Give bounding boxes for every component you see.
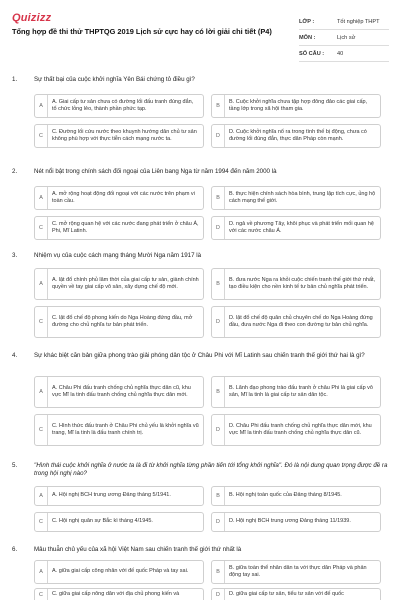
option-text: B. Lãnh đạo phong trào đấu tranh ở châu Phi là giai cấp vô sản, Mĩ la tinh là giai cấp tư sản dân tộc.	[229, 384, 373, 398]
option-text: B. giữa toàn thể nhân dân ta với thực dân Pháp và phản động tay sai.	[229, 564, 367, 578]
option-text: C. Hình thức đấu tranh ở Châu Phi chủ yếu là khởi nghĩa vũ trang, Mĩ la tinh là đấu tranh chính trị.	[52, 422, 199, 436]
answer-option-d[interactable]	[211, 414, 381, 446]
option-letter: C	[35, 217, 48, 239]
question-5	[12, 462, 388, 525]
option-letter: A	[35, 269, 48, 299]
option-text: C. giữa giai cấp nông dân với địa chủ phong kiến và	[52, 590, 180, 597]
answer-option-d[interactable]	[211, 216, 381, 240]
answer-option-c[interactable]	[34, 306, 204, 338]
option-text: A. Hội nghị BCH trung ương Đảng tháng 5/1941.	[52, 492, 171, 499]
option-letter: A	[35, 487, 48, 505]
option-letter: D	[212, 125, 225, 147]
info-row-count	[299, 46, 389, 62]
option-letter: D	[212, 589, 225, 600]
answer-option-c[interactable]	[34, 588, 204, 600]
option-text: C. Đường lối cứu nước theo khuynh hướng dân chủ tư sản không phù hợp với thực tiễn cách mạng nước ta.	[52, 128, 197, 142]
option-letter: D	[212, 307, 225, 337]
option-text: A. mở rộng hoạt động đối ngoại với các nước trên phạm vi toàn cầu.	[52, 190, 195, 204]
question-number: 2.	[12, 168, 18, 175]
info-value: Tốt nghiệp THPT	[337, 18, 380, 25]
answer-option-c[interactable]	[34, 216, 204, 240]
answer-option-b[interactable]	[211, 268, 381, 300]
option-letter: A	[35, 95, 48, 117]
answer-option-c[interactable]	[34, 414, 204, 446]
question-4	[12, 352, 388, 436]
question-text: "Hình thái cuộc khởi nghĩa ở nước ta là đi từ khởi nghĩa từng phần tiến tới tổng khởi nghĩa". Đó là nội dung quan trọng được đề ra trong hội nghị nào?	[34, 462, 388, 478]
option-text: A. giữa giai cấp công nhân với đế quốc Pháp và tay sai.	[52, 568, 189, 575]
option-letter: C	[35, 589, 48, 600]
question-number: 4.	[12, 352, 18, 359]
question-6	[12, 546, 388, 598]
question-text: Nhiệm vụ của cuộc cách mạng tháng Mười Nga năm 1917 là	[34, 252, 202, 259]
question-text: Sự thất bại của cuộc khởi nghĩa Yên Bái chứng tỏ điều gì?	[34, 76, 195, 83]
option-text: A. Châu Phi đấu tranh chống chủ nghĩa thực dân cũ, khu vực Mĩ la tinh đấu tranh chống chủ nghĩa thực dân mới.	[52, 384, 191, 398]
option-text: D. ngả về phương Tây, khôi phục và phát triển mối quan hệ với các nước châu Á.	[229, 220, 374, 234]
option-letter: B	[212, 487, 225, 505]
answer-option-d[interactable]	[211, 124, 381, 148]
option-text: D. giữa giai cấp tư sản, tiểu tư sản với đế quốc	[229, 590, 344, 597]
option-text: C. mở rộng quan hệ với các nước đang phát triển ở châu Á, Phi, Mĩ Latinh.	[52, 220, 199, 234]
option-letter: C	[35, 513, 48, 531]
option-text: B. đưa nước Nga ra khỏi cuộc chiến tranh thế giới thứ nhất, tạo điều kiện cho nền kinh tế tư bản chủ nghĩa phát triển.	[229, 276, 376, 290]
option-text: D. Châu Phi đấu tranh chống chủ nghĩa thực dân mới, khu vực Mĩ la tinh đấu tranh chống chủ nghĩa thực dân cũ.	[229, 422, 372, 436]
option-text: B. thực hiện chính sách hòa bình, trung lập tích cực, ủng hộ cách mạng thế giới.	[229, 190, 376, 204]
option-letter: D	[212, 217, 225, 239]
answer-option-c[interactable]	[34, 512, 204, 532]
answer-option-b[interactable]	[211, 486, 381, 506]
info-value: Lịch sử	[337, 34, 356, 41]
option-text: A. lật đổ chính phủ lâm thời của giai cấp tư sản, giành chính quyền về tay giai cấp vô sản, xây dựng chế độ mới.	[52, 276, 199, 290]
quizizz-logo: Quizizz	[12, 12, 52, 24]
answer-option-d[interactable]	[211, 512, 381, 532]
answer-option-a[interactable]	[34, 560, 204, 584]
info-value: 40	[337, 50, 344, 57]
answer-option-b[interactable]	[211, 94, 381, 118]
question-number: 5.	[12, 462, 18, 469]
option-letter: A	[35, 561, 48, 583]
info-row-class	[299, 14, 389, 30]
question-text: Sự khác biệt căn bản giữa phong trào giải phóng dân tộc ở Châu Phi với Mĩ Latinh sau chiến tranh thế giới thứ hai là gì?	[34, 352, 365, 359]
option-letter: B	[212, 187, 225, 209]
option-letter: B	[212, 95, 225, 117]
answer-option-a[interactable]	[34, 186, 204, 210]
option-letter: C	[35, 307, 48, 337]
option-text: D. lật đổ chế độ quân chủ chuyên chế do Nga Hoàng đứng đầu, đưa nước Nga đi theo con đường tư bản chủ nghĩa.	[229, 314, 373, 328]
option-letter: A	[35, 377, 48, 407]
info-panel	[299, 14, 389, 62]
option-letter: A	[35, 187, 48, 209]
answer-option-c[interactable]	[34, 124, 204, 148]
question-text: Mâu thuẫn chủ yếu của xã hội Việt Nam sau chiến tranh thế giới thứ nhất là	[34, 546, 242, 553]
option-letter: C	[35, 415, 48, 445]
info-row-subject	[299, 30, 389, 46]
info-label: LỚP :	[299, 18, 315, 25]
option-text: B. Hội nghị toàn quốc của Đảng tháng 8/1945.	[229, 492, 342, 499]
question-3	[12, 252, 388, 328]
info-label: MÔN :	[299, 34, 316, 41]
option-letter: B	[212, 561, 225, 583]
option-letter: D	[212, 415, 225, 445]
page-title: Tổng hợp đề thi thử THPTQG 2019 Lịch sử cực hay có lời giải chi tiết (P4)	[12, 27, 272, 36]
option-letter: B	[212, 269, 225, 299]
option-text: D. Hội nghị BCH trung ương Đảng tháng 11/1939.	[229, 518, 351, 525]
option-letter: B	[212, 377, 225, 407]
answer-option-a[interactable]	[34, 376, 204, 408]
info-label: SỐ CÂU :	[299, 50, 325, 57]
question-2	[12, 168, 388, 234]
question-number: 3.	[12, 252, 18, 259]
option-text: C. Hội nghị quân sự Bắc kì tháng 4/1945.	[52, 518, 153, 525]
answer-option-a[interactable]	[34, 486, 204, 506]
question-number: 6.	[12, 546, 18, 553]
option-text: D. Cuộc khởi nghĩa nổ ra trong tình thế bị động, chưa có đường lối đúng đắn, thực dân Pháp còn mạnh.	[229, 128, 367, 142]
answer-option-d[interactable]	[211, 588, 381, 600]
answer-option-a[interactable]	[34, 94, 204, 118]
answer-option-a[interactable]	[34, 268, 204, 300]
answer-option-b[interactable]	[211, 376, 381, 408]
answer-option-b[interactable]	[211, 186, 381, 210]
option-text: A. Giai cấp tư sản chưa có đường lối đấu tranh đúng đắn, tổ chức lỏng lẻo, thành phần phức tạp.	[52, 98, 194, 112]
question-number: 1.	[12, 76, 18, 83]
question-text: Nét nổi bật trong chính sách đối ngoại của Liên bang Nga từ năm 1994 đến năm 2000 là	[34, 168, 277, 175]
question-1	[12, 76, 388, 142]
option-letter: C	[35, 125, 48, 147]
option-letter: D	[212, 513, 225, 531]
answer-option-b[interactable]	[211, 560, 381, 584]
option-text: B. Cuộc khởi nghĩa chưa tập hợp đông đảo các giai cấp, tầng lớp trong xã hội tham gia.	[229, 98, 368, 112]
option-text: C. lật đổ chế độ phong kiến do Nga Hoàng đứng đầu, mở đường cho chủ nghĩa tư bản phát triển.	[52, 314, 193, 328]
answer-option-d[interactable]	[211, 306, 381, 338]
